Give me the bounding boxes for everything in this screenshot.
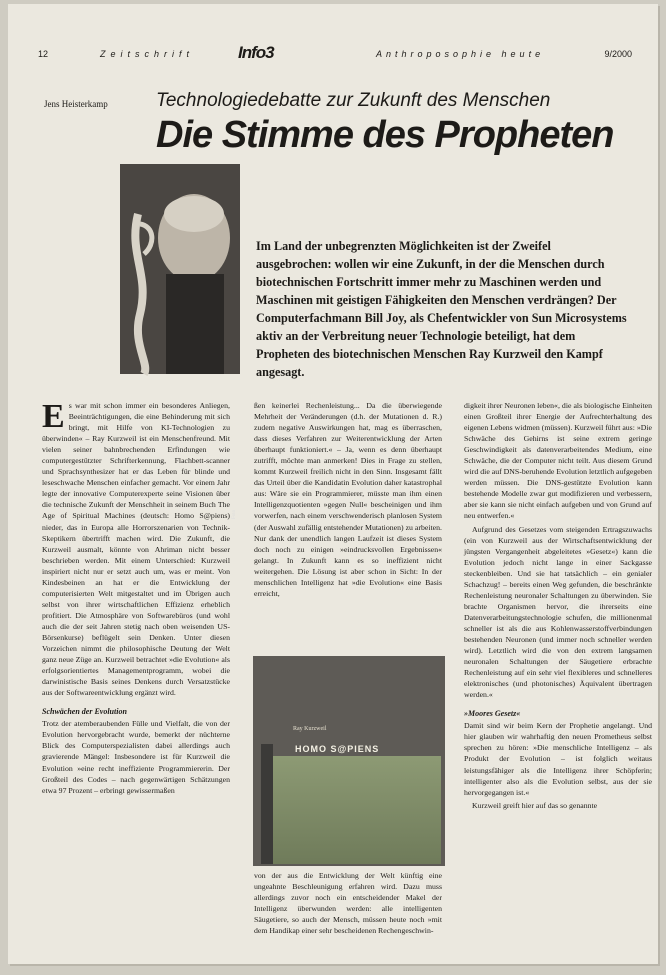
subheading: Schwächen der Evolution [42, 707, 127, 717]
magazine-label: Zeitschrift [100, 49, 195, 59]
article-title: Die Stimme des Propheten [156, 114, 614, 156]
column-2-bottom [254, 870, 442, 936]
paragraph: Damit sind wir beim Kern der Prophetie angelangt. Und hier glauben wir wahrhaftig den neuen Prometheus selbst sprechen zu hören: »Die menschliche Intelligenz – als Produkt der Evolution – ist folglich weitaus leistungsfähiger als die Intelligenz ihrer Schöpferin; intelligenter also als die Evolution selbst, aus der sie hervorgegangen ist.« [464, 721, 652, 797]
drop-cap: E [42, 398, 65, 435]
issue-number: 9/2000 [604, 49, 632, 59]
cover-title: HOMO S@PIENS [295, 744, 380, 754]
photo-credit: Foto [232, 509, 237, 519]
paragraph: digkeit ihrer Neuronen leben«, die als biologische Einheiten einen Großteil ihrer Energie der Aufrechterhaltung des eigenen Lebens widmen (müssen). Kurzweil führt aus: »Die Schwäche des Gehirns ist seine extrem geringe Geschwindigkeit als datenverarbeitendes Medium, eine Schwäche, die der Computer nicht teilt. Aus diesem Grund wird die auf DNS-beruhende Evolution letztlich aufgegeben werden müssen. Die DNS-gestützte Evolution kann bestehende Modelle zwar gut modifizieren und verbessern, aber sie kann sie nicht einfach aufgeben und von Grund auf neu entwerfen.« [464, 401, 652, 521]
paragraph-text: s war mit schon immer ein besonderes Anliegen, Beeinträchtigungen, die eine Behinderung mit sich bringt, mit Hilfe von KI-Technologien zu überwinden« – Ray Kurzweil ist ein Menschenfreund. Mit vielen seiner bahnbrechenden Erfindungen wie computergestützter Schrifterkennung, Flachbett-scanner und Sprachsynthesizer hat er das Leben für blinde und leseschwache Menschen einfacher gemacht. Vor einem Jahr legte der innovative Computerexperte seine Visionen über die technische Zukunft der Menschheit in seinem Buch The Age of Spiritual Machines (deutsch: Homo S@piens) nieder, das in Europa alle Horrorszenarien von Technik-Skeptikern übertrifft machen wird. Die Zukunft, die Kurzweil ausmalt, könnte von Ahriman nicht besser beschrieben werden. Mit einem Unterschied: Kurzweil inspiriert nicht nur er setzt auch um, was er meint. Von Kindesbeinen an hat er die Entwicklung der computerisierten Welt mitgestaltet und im Übrigen auch selbst von ihrer wirtschaftlichen Effizienz erheblich profitiert. Die Atmosphäre von Softwarebüros (und wohl auch die der seit Jahren stetig nach oben weisenden US-Börsenkurse) beflügelt sein Denken. Unter diesen Vorzeichen nimmt die philosophische Deutung der Welt ganz neue Züge an. Kurzweil betrachtet »die Evolution« als erfolgsorientiertes Managementprogramm, wobei die darwinistische Basis seines Denkens durch Versatzstücke aus der Softwareentwicklung ergänzt wird. [42, 401, 230, 698]
column-1 [42, 400, 230, 798]
paragraph: Aufgrund des Gesetzes vom steigenden Ertragszuwachs (ein von Kurzweil aus der Wirtschaftsentwicklung der jüngsten Vergangenheit abgeleitetes »Gesetz«) kann die Evolution jedoch nicht lange in einer Sackgasse steckenbleiben. Und sie hat tatsächlich – ein genialer Schachzug! – bereits einen Weg gefunden, die beschränkte Rechenleistung neuronaler Schaltungen zu überwinden. Sie brachte Organismen hervor, die ihrerseits eine Datenverarbeitungstechnologie schufen, die millionenmal schneller ist als die aus Kohlenwasserstoffverbindungen bestehenden Neuronen (und immer noch schneller werden wird). Letztlich wird die von den extrem langsamen neuronalen Schaltungen der Säugetiere erbrachte Rechenleistung auf ein sehr viel flexibleres und schnelleres elektronisches (und photonisches) Äquivalent übertragen werden.« [464, 524, 652, 700]
paragraph: von der aus die Entwicklung der Welt künftig eine ungeahnte Beschleunigung erfahren wird. Dazu muss allerdings zuvor noch ein entscheidender Makel der Intelligenz überwunden werden: alle intelligenten Säugetiere, so auch der Mensch, müssen heute noch »mit dem Handikap einer sehr bescheidenen Rechengeschwin- [254, 871, 442, 936]
magazine-logo: Info3 [238, 43, 274, 62]
magazine-subtitle: Anthroposophie heute [376, 49, 545, 59]
column-3 [464, 400, 652, 813]
page-header [38, 44, 638, 66]
author-name: Jens Heisterkamp [44, 99, 108, 109]
cover-author: Ray Kurzweil [293, 726, 327, 732]
portrait-photo [120, 164, 240, 519]
paragraph: Kurzweil greift hier auf das so genannte [472, 800, 598, 810]
paragraph: ßen keinerlei Rechenleistung... Da die überwiegende Mehrheit der Veränderungen (d.h. der Mutationen d. R.) zudem negative Auswirkungen hat, mag es überraschen, dass dieses Verfahren zur Weiterentwicklung der Arten überhaupt funktioniert.« – Ja, wenn es denn überhaupt zutrifft, möchte man anmerken! Dies in Frage zu stellen, kommt Kurzweil freilich nicht in den Sinn. Insgesamt fällt das Urteil über die Kandidatin Evolution daher katastrophal aus: Wäre sie ein Programmierer, müsste man ihm einen Intelligenzquotienten »gegen Null« bescheinigen und ihm vorwerfen, nach einem verschwenderisch planlosen System (der Auswahl zufällig entstehender Mutationen) zu arbeiten. Nur dank der unendlich langen Laufzeit ist dieses System doch noch zu einigen »eindrucksvollen Ergebnissen« gelangt. In Zukunft kann es so ineffizient nicht weitergehen. Die Lösung ist aber schon in Sicht: In der menschlichen Intelligenz hat »die Evolution« eine Basis erreicht, [254, 401, 442, 598]
book-spine [261, 744, 273, 864]
magazine-page [8, 4, 658, 964]
article-intro: Im Land der unbegrenzten Möglichkeiten ist der Zweifel ausgebrochen: wollen wir eine Zukunft, in der die Menschen durch biotechnischen Fortschritt immer mehr zu Maschinen werden und Maschinen mit geistigen Fähigkeiten den Menschen verdrängen? Der Computerfachmann Bill Joy, als Chefentwickler von Sun Microsystems aktiv an der Verbreitung neuer Technologie beteiligt, hat dem Propheten des biotechnischen Menschen Ray Kurzweil den Kampf angesagt. [256, 239, 627, 379]
page-number: 12 [38, 49, 49, 59]
column-2 [254, 400, 442, 601]
portrait-illustration [120, 164, 240, 374]
article-kicker: Technologiedebatte zur Zukunft des Menschen [156, 90, 551, 111]
subheading: »Moores Gesetz« [464, 709, 521, 719]
book-cover-image [253, 656, 445, 866]
paragraph: Trotz der atemberaubenden Fülle und Vielfalt, die von der Evolution hervorgebracht wurde, bemerkt der nüchterne Blick des Computerspezialisten dabei allerdings auch gravierende Mängel: Insbesondere ist für Kurzweil die Evolution »eine recht ineffiziente Programmiererin. Der Großteil des Codes – nach gegenwärtigen Schätzungen etwa 97 Prozent – erbringt gewissermaßen [42, 719, 230, 795]
paragraph [42, 400, 230, 698]
book-cover-art [273, 756, 441, 864]
